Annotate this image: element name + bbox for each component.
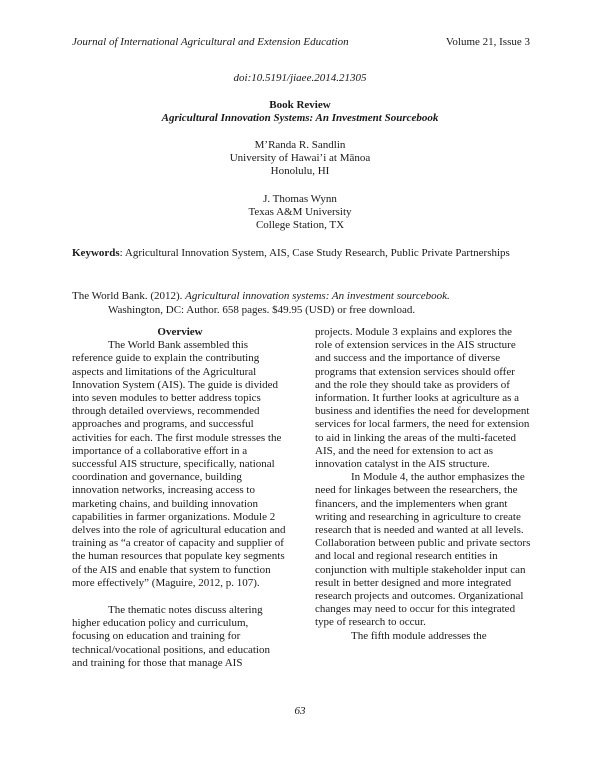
author-affiliation: Texas A&M University bbox=[248, 206, 352, 218]
left-column bbox=[72, 326, 288, 670]
overview-heading: Overview bbox=[157, 326, 203, 338]
keywords-label: Keywords bbox=[72, 247, 120, 259]
author-block-1 bbox=[0, 139, 600, 178]
author-name: J. Thomas Wynn bbox=[263, 193, 337, 205]
right-column bbox=[315, 326, 531, 643]
author-location: College Station, TX bbox=[255, 219, 345, 231]
paragraph: projects. Module 3 explains and explores the role of extension services in the AIS structure and success and the importance of diverse programs that extension services should offer and the role they should take as providers of information. It further looks at agriculture as a business and identifies the need for development services for local farmers, the need for extension to aid in linking the areas of the multi-faceted AIS, and the need for extension to act as innovation catalyst in the AIS structure. bbox=[315, 326, 530, 471]
paragraph: The thematic notes discuss altering higher education policy and curriculum, focusing on education and training for technical/vocational positions, and education and training for those that manage AIS bbox=[72, 604, 270, 669]
keywords bbox=[72, 247, 530, 260]
book-citation bbox=[72, 289, 530, 317]
keywords-text: : Agricultural Innovation System, AIS, Case Study Research, Public Private Partnerships bbox=[119, 247, 510, 259]
author-affiliation: University of Hawai’i at Mānoa bbox=[229, 152, 371, 164]
citation-title: Agricultural innovation systems: An investment sourcebook. bbox=[185, 290, 450, 302]
volume-issue: Volume 21, Issue 3 bbox=[445, 36, 530, 48]
citation-publication-details: Washington, DC: Author. 658 pages. $49.95 (USD) or free download. bbox=[108, 304, 416, 316]
author-name: M’Randa R. Sandlin bbox=[254, 139, 346, 151]
citation-prefix: The World Bank. (2012). bbox=[72, 290, 186, 302]
running-header bbox=[72, 36, 530, 50]
paragraph: The fifth module addresses the bbox=[351, 629, 487, 642]
paragraph: In Module 4, the author emphasizes the need for linkages between the researchers, the financers, and the implementers when grant writing and researching in agriculture to create research that is needed and wanted at all levels. Collaboration between public and private sectors and local and regional research entities in conjunction with multiple stakeholder input can result in better designed and more integrated research projects and outcomes. Organizational changes may need to occur for this integrated type of research to occur. bbox=[315, 471, 531, 629]
author-block-2 bbox=[0, 193, 600, 232]
paragraph: The World Bank assembled this reference guide to explain the contributing aspects and limitations of the Agricultural Innovation System (AIS). The guide is divided into seven modules to better address topics through detailed overviews, recommended approaches and programs, and successful activities for each. The first module stresses the importance of a collaborative effort in a successful AIS structure, specifically, national coordination and governance, building innovation networks, increasing access to marketing chains, and building innovation capabilities in farmer organizations. Module 2 delves into the role of agricultural education and training as “a creator of capacity and supplier of the human resources that populate key segments of the AIS and enable that system to function more effectively” (Maguire, 2012, p. 107). bbox=[72, 339, 286, 589]
doi-link[interactable]: doi:10.5191/jiaee.2014.21305 bbox=[233, 72, 367, 84]
journal-name: Journal of International Agricultural and Extension Education bbox=[72, 36, 349, 48]
author-location: Honolulu, HI bbox=[270, 165, 330, 177]
section-label: Book Review bbox=[269, 99, 331, 111]
review-title: Agricultural Innovation Systems: An Investment Sourcebook bbox=[161, 112, 439, 124]
page-number: 63 bbox=[294, 705, 306, 717]
